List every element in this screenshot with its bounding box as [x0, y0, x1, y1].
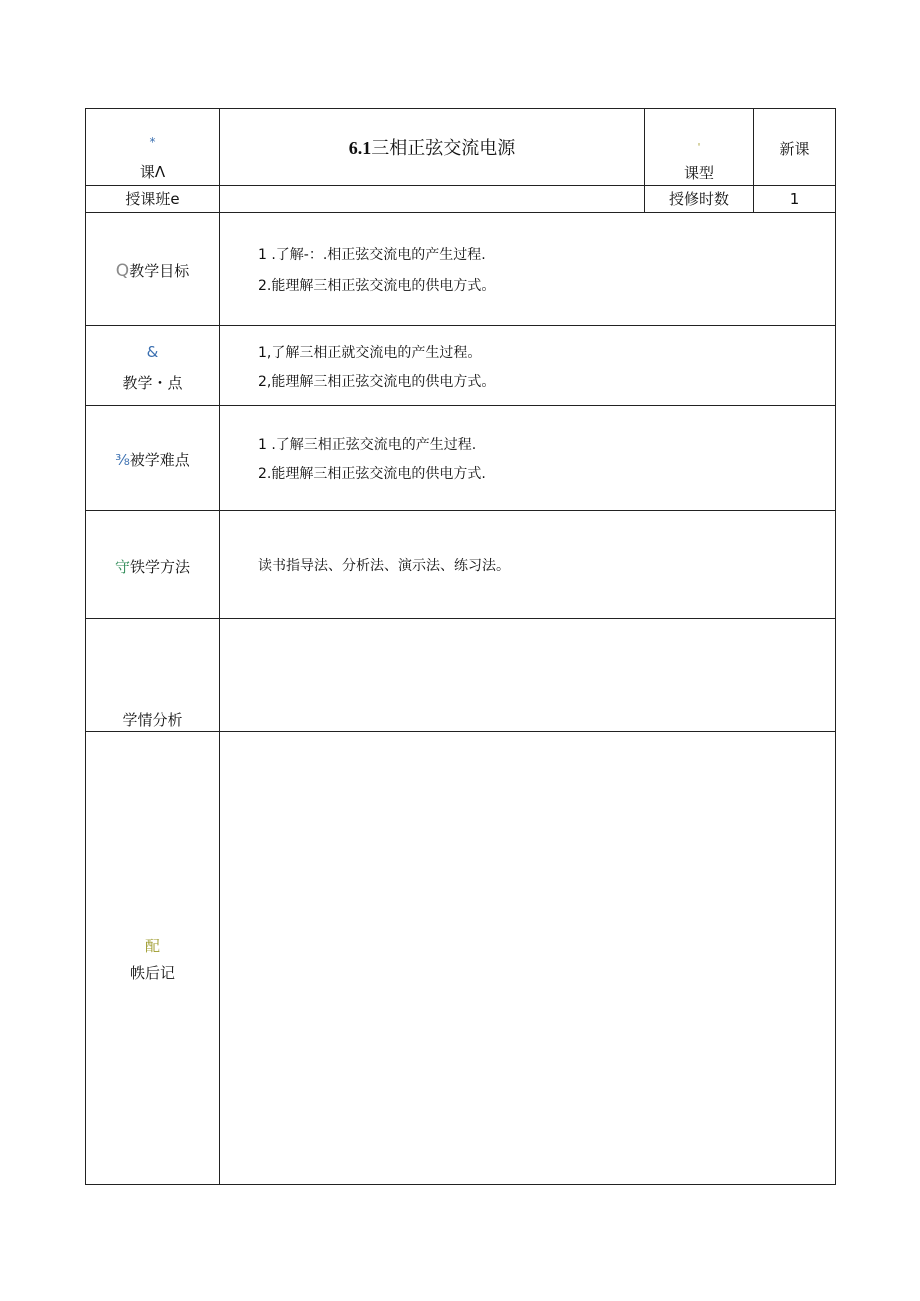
objectives-line: 2.能理解三相正弦交流电的供电方式。	[258, 278, 496, 294]
difficulties-label-text: 被学难点	[129, 451, 190, 469]
class-label: 授课班e	[125, 190, 180, 208]
hours-label-cell	[644, 185, 754, 213]
objectives-label	[86, 262, 219, 280]
methods-line: 读书指导法、分析法、演示法、练习法。	[258, 558, 510, 574]
key-points-label-cell	[85, 325, 220, 406]
type-label: 课型	[683, 164, 714, 182]
notes-label: 帙后记	[129, 964, 175, 982]
course-label: 课Λ	[139, 163, 166, 181]
key-points-line: 1,了解三相正就交流电的产生过程。	[258, 345, 482, 361]
class-label-cell	[85, 185, 220, 213]
key-points-line: 2,能理解三相正弦交流电的供电方式。	[258, 374, 496, 390]
type-mark: '	[697, 142, 701, 153]
course-title-cell	[219, 108, 645, 186]
methods-label-text: 铁学方法	[130, 558, 191, 576]
q-icon: Q	[115, 261, 130, 281]
objectives-label-cell	[85, 212, 220, 326]
difficulties-content-cell	[219, 405, 836, 511]
notes-content-cell	[219, 731, 836, 1185]
course-title	[220, 139, 644, 158]
type-label-cell	[644, 108, 754, 186]
methods-content-cell	[219, 510, 836, 619]
course-title-text: 三相正弦交流电源	[371, 138, 516, 159]
course-title-number: 6.1	[348, 138, 372, 158]
objectives-content-cell	[219, 212, 836, 326]
shou-icon: 守	[114, 558, 130, 576]
methods-label-cell	[85, 510, 220, 619]
difficulties-line: 1 .了解三相正弦交流电的产生过程.	[258, 437, 477, 453]
hours-value-cell	[753, 185, 836, 213]
pei-icon: 配	[144, 937, 160, 955]
key-points-label: 教学・点	[122, 374, 183, 392]
fraction-icon: ⅜	[115, 451, 130, 469]
type-value-cell	[753, 108, 836, 186]
difficulties-label-cell	[85, 405, 220, 511]
class-value-cell	[219, 185, 645, 213]
objectives-label-text: 教学目标	[129, 262, 190, 280]
course-label-cell	[85, 108, 220, 186]
course-mark: *	[149, 135, 156, 149]
lesson-plan-table	[85, 108, 836, 1185]
difficulties-label	[86, 451, 219, 469]
hours-value: 1	[789, 190, 800, 208]
difficulties-line: 2.能理解三相正弦交流电的供电方式.	[258, 466, 486, 482]
ampersand-icon: &	[146, 343, 159, 361]
methods-label	[86, 558, 219, 576]
notes-label-cell	[85, 731, 220, 1185]
hours-label: 授修时数	[668, 190, 729, 208]
analysis-label: 学情分析	[122, 711, 183, 729]
objectives-line: 1 .了解-：.相正弦交流电的产生过程.	[258, 247, 486, 263]
type-value: 新课	[779, 140, 810, 158]
analysis-label-cell	[85, 618, 220, 732]
key-points-content-cell	[219, 325, 836, 406]
analysis-content-cell	[219, 618, 836, 732]
